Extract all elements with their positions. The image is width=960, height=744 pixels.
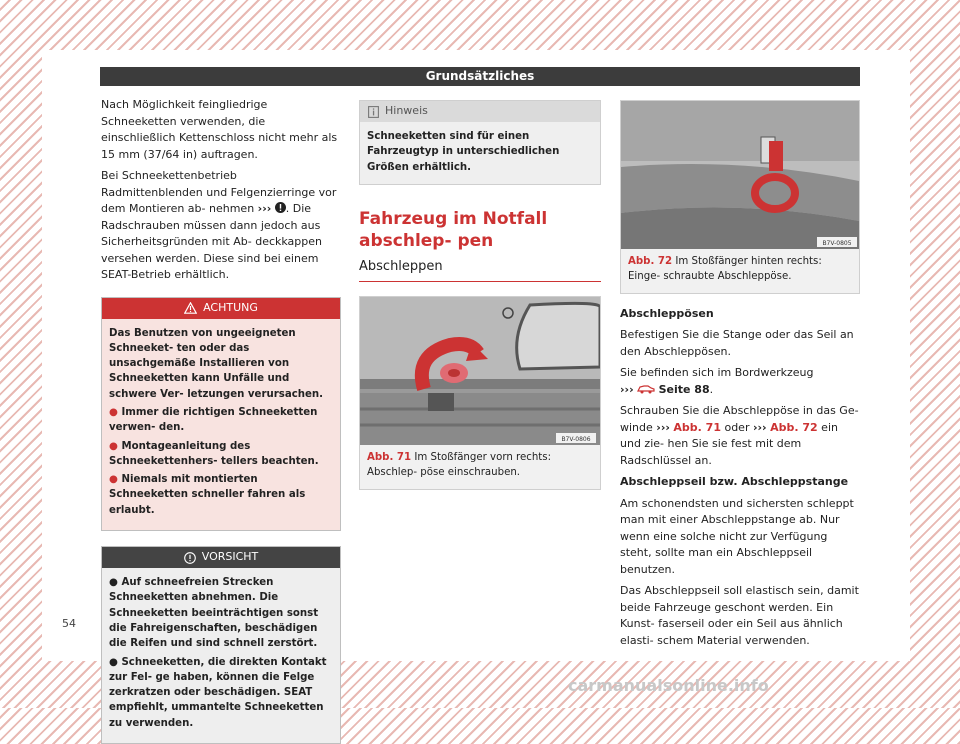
subheading: Abschleppösen [620,306,714,320]
paragraph-text: Schrauben Sie die Abschleppöse in das Ge- winde [620,404,859,434]
exclamation-circle-icon [184,552,196,564]
warning-item-text: Immer die richtigen Schneeketten verwen- den. [109,406,318,434]
paragraph-text: oder [724,420,750,434]
caution-body [102,568,340,743]
hint-body: Schneeketten sind für einen Fahrzeugtyp in unterschiedlichen Größen erhältlich. [360,122,600,184]
paragraph-text: ein und zie- hen Sie sie fest mit dem Radschlüssel an. [620,420,838,467]
paragraph [620,403,860,469]
figure-reference-link[interactable]: Abb. 72 [770,420,818,434]
caution-title: VORSICHT [201,550,259,564]
hint-box [359,100,601,185]
warning-box [101,297,341,532]
reference-arrows: ››› [620,382,634,396]
hint-title: Hinweis [385,104,428,118]
figure-72-caption [621,249,859,293]
column-middle [359,100,601,490]
watermark: carmanualsonline.info [568,676,769,695]
car-tool-icon [637,382,655,394]
figure-code: B7V-0806 [561,436,591,444]
figure-71 [359,296,601,490]
warning-body [102,319,340,531]
caution-item: ● Auf schneefreien Strecken Schneeketten abnehmen. Die Schneeketten beeinträchtigen sonst die Fahreigenschaften, beschädigen die Reifen und sind schnell zerstört. [109,577,319,650]
warning-item: ● Montageanleitung des Schneekettenhers- tellers beachten. [109,440,319,467]
subheading: Abschleppseil bzw. Abschleppstange [620,475,849,489]
warning-item: ● Niemals mit montierten Schneeketten schneller fahren als erlaubt. [109,474,306,516]
figure-71-caption [360,445,600,489]
paragraph-text: Sie befinden sich im Bordwerkzeug [620,366,814,380]
warning-title: ACHTUNG [203,300,258,314]
section-title: Fahrzeug im Notfall abschlep- pen [359,208,548,251]
paragraph: Befestigen Sie die Stange oder das Seil an den Abschleppösen. [620,328,854,358]
page-number: 54 [62,617,76,630]
exclamation-circle-icon [275,202,286,213]
info-icon [368,106,379,118]
warning-item-text: Montageanleitung des Schneekettenhers- tellers beachten. [109,440,319,467]
paragraph: Am schonendsten und sichersten schleppt man mit einer Abschleppstange ab. Nur wenn eine solche nicht zur Verfügung steht, sollte man ein Abschleppseil benutzen. [620,496,854,576]
section-subtitle: Abschleppen [359,259,601,283]
paragraph-text: Bei Schneekettenbetrieb Radmittenblenden und Felgenzierringe vor dem Montieren ab- nehmen [101,169,337,215]
figure-label: Abb. 71 [367,452,412,464]
warning-icon [184,302,197,314]
page-reference-link[interactable]: Seite 88 [658,382,710,396]
warning-header [102,298,340,319]
paragraph [620,365,860,398]
warning-item: ● Immer die richtigen Schneeketten verwen- den. [109,406,318,434]
paragraph [101,168,341,284]
figure-72-image [621,101,859,249]
figure-72 [620,100,860,294]
caution-item-text: Auf schneefreien Strecken Schneeketten abnehmen. Die Schneeketten beeinträchtigen sonst die Fahreigenschaften, beschädigen die Reifen und sind schnell zerstört. [109,577,319,650]
warning-intro: Das Benutzen von ungeeigneten Schneeket- ten oder das unsachgemäße Installieren von Schneeketten kann Unfälle und schwere Ver- letzungen verursachen. [109,327,324,400]
page-header: Grundsätzliches [100,67,860,86]
paragraph-text: . Die Radschrauben müssen dann jedoch aus Sicherheitsgründen mit Ab- deckkappen versehen werden. Diese sind bei einem SEAT-Betrieb erhältlich. [101,202,323,281]
figure-71-image [360,297,600,445]
caution-header [102,547,340,568]
figure-label: Abb. 72 [628,256,673,267]
column-right [620,100,860,654]
caption-text: Im Stoßfänger vorn rechts: Abschlep- pöse einschrauben. [367,452,552,479]
reference-arrows: ››› [257,202,272,215]
figure-code: B7V-0805 [822,240,852,247]
caption-text: Im Stoßfänger hinten rechts: Einge- schraubte Abschleppöse. [628,256,822,282]
period: . [709,382,714,396]
warning-item-text: Niemals mit montierten Schneeketten schneller fahren als erlaubt. [109,474,306,516]
reference-arrows: ››› [752,420,767,434]
caution-item-text: Schneeketten, die direkten Kontakt zur Fel- ge haben, können die Felge zerkratzen oder beschädigen. SEAT empfiehlt, ummantelte Schneeketten zu verwenden. [109,656,327,729]
reference-arrows: ››› [656,420,670,434]
caution-box [101,546,341,744]
hint-header [360,101,600,122]
column-left [101,97,341,744]
paragraph: Nach Möglichkeit feingliedrige Schneeketten verwenden, die einschließlich Kettenschloss nicht mehr als 15 mm (37/64 in) auftragen. [101,98,338,161]
caution-item: ● Schneeketten, die direkten Kontakt zur Fel- ge haben, können die Felge zerkratzen oder beschädigen. SEAT empfiehlt, ummantelte Schneeketten zu verwenden. [109,656,327,729]
figure-reference-link[interactable]: Abb. 71 [673,420,721,434]
paragraph: Das Abschleppseil soll elastisch sein, damit beide Fahrzeuge geschont werden. Ein Kunst- faserseil oder ein Seil aus ähnlich elasti- schem Material verwenden. [620,584,859,647]
towing-text [620,306,860,650]
